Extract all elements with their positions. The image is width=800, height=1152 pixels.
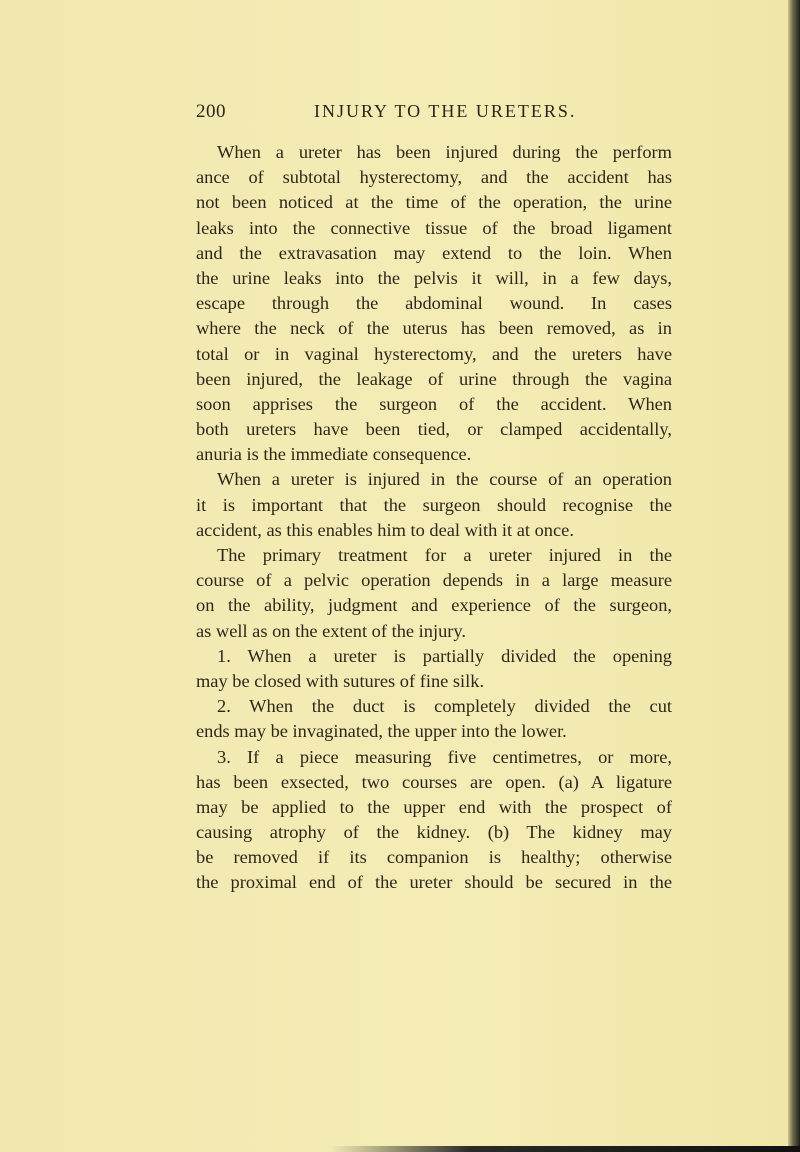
page-header [196,101,616,127]
text-line: anuria is the immediate consequence. [196,444,472,465]
running-title: INJURY TO THE URETERS. [314,101,577,121]
text-line: and the extravasation may extend to the loin. When [196,242,672,263]
text-line: on the ability, judgment and experience of the surgeon, [196,595,672,616]
text-line: the proximal end of the ureter should be secured in the [196,872,672,893]
text-line: When a ureter has been injured during the perform [217,142,672,162]
text-line: The primary treatment for a ureter injured in the [217,545,672,565]
text-line: leaks into the connective tissue of the broad ligament [196,217,672,238]
text-line: When a ureter is injured in the course of an operation [217,469,672,490]
text-line: be removed if its companion is healthy; otherwise [196,847,672,868]
body-text [196,140,672,896]
text-line: both ureters have been tied, or clamped accidentally, [196,419,672,440]
text-line: has been exsected, two courses are open. (a) A ligature [196,771,672,792]
text-line: the urine leaks into the pelvis it will, in a few days, [196,267,672,288]
text-line: course of a pelvic operation depends in a large measure [196,570,672,591]
page-number: 200 [196,101,226,122]
text-line: been injured, the leakage of urine through the vagina [196,368,672,389]
text-line: 3. If a piece measuring five centimetres, or more, [217,746,672,767]
text-line: accident, as this enables him to deal with it at once. [196,519,574,540]
text-line: soon apprises the surgeon of the accident. When [196,393,672,414]
text-line: 1. When a ureter is partially divided the opening [217,645,672,666]
text-line: as well as on the extent of the injury. [196,620,466,641]
text-line: escape through the abdominal wound. In cases [196,293,672,314]
text-line: it is important that the surgeon should recognise the [196,494,672,515]
text-line: may be applied to the upper end with the prospect of [196,796,672,817]
text-line: ends may be invaginated, the upper into the lower. [196,721,567,742]
text-line: may be closed with sutures of fine silk. [196,670,485,691]
text-line: 2. When the duct is completely divided the cut [217,696,672,717]
page-bottom-shadow [330,1146,800,1152]
text-line: total or in vaginal hysterectomy, and the ureters have [196,343,672,364]
text-line: not been noticed at the time of the operation, the urine [196,192,672,213]
page-edge-shadow [788,0,800,1152]
text-line: causing atrophy of the kidney. (b) The kidney may [196,822,672,843]
text-line: where the neck of the uterus has been removed, as in [196,318,672,339]
text-line: ance of subtotal hysterectomy, and the accident has [196,167,672,188]
